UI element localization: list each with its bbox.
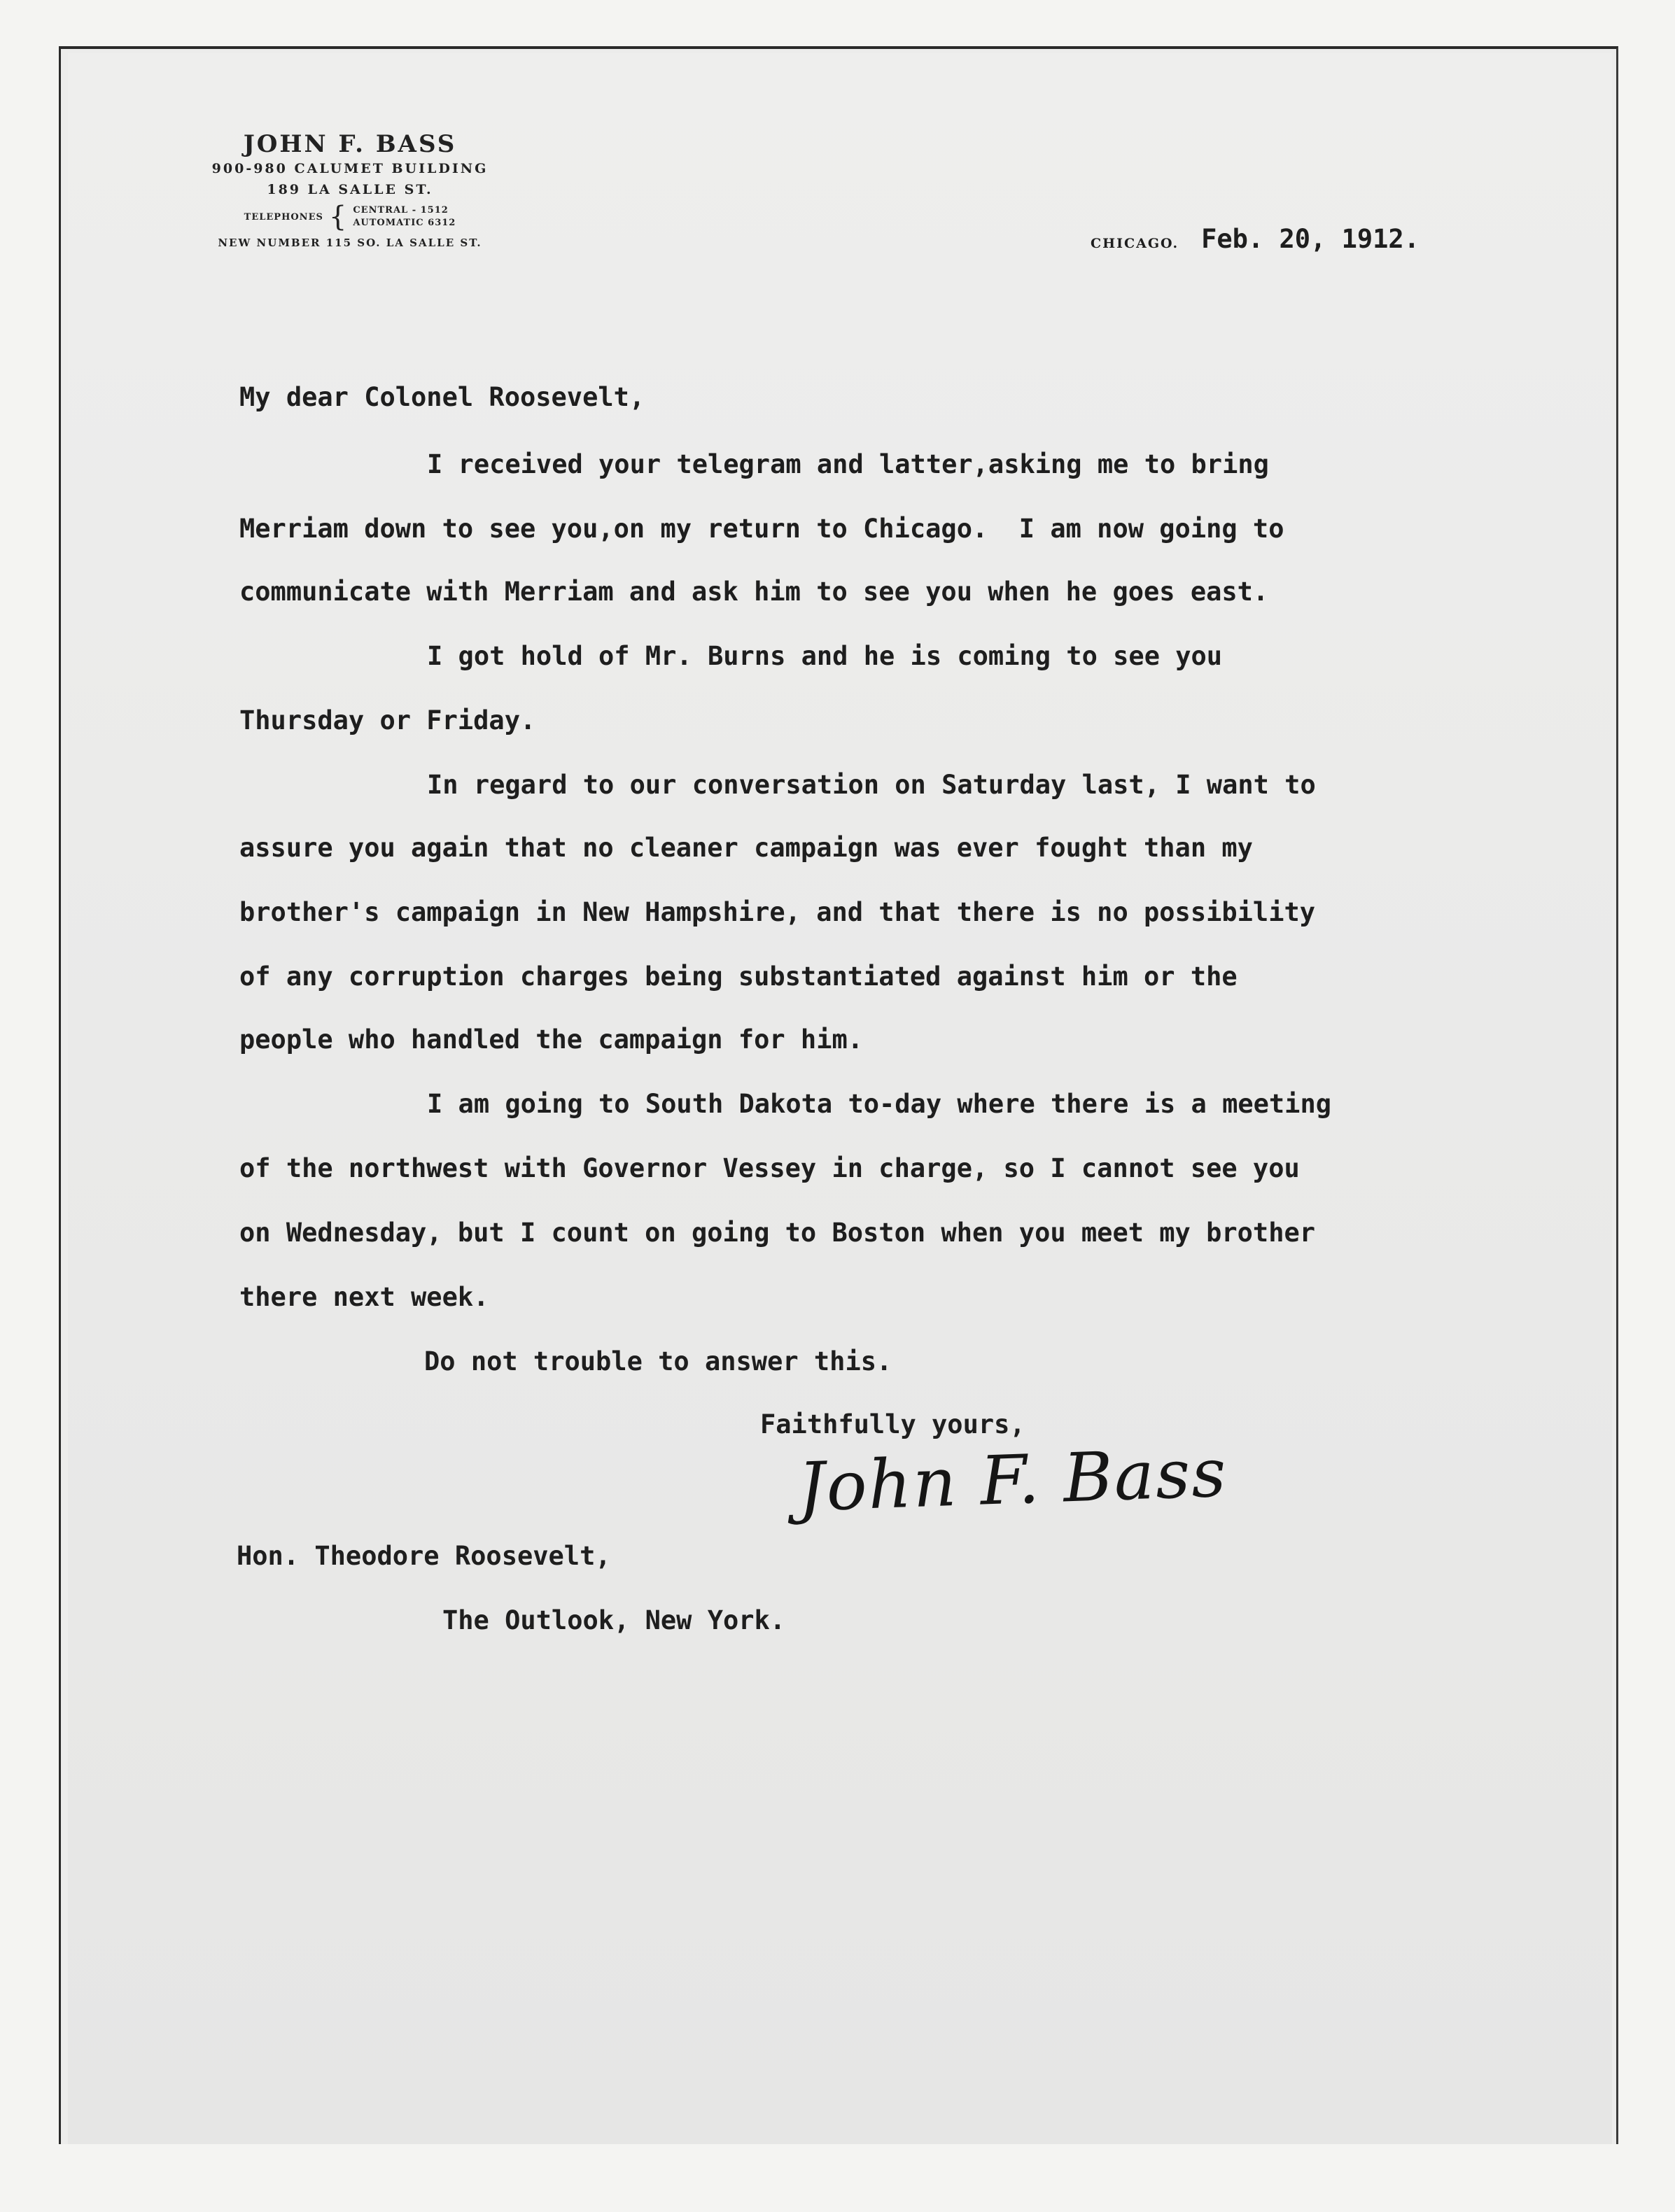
- handwritten-signature: John F. Bass: [797, 1433, 1229, 1527]
- body-line: I am going to South Dakota to-day where there is a meeting: [427, 1089, 1332, 1119]
- letterhead: [147, 130, 553, 249]
- body-line: people who handled the campaign for him.: [239, 1024, 864, 1055]
- brace-icon: {: [328, 201, 348, 233]
- salutation: My dear Colonel Roosevelt,: [239, 382, 645, 412]
- telephone-numbers: [353, 204, 456, 230]
- body-line: I received your telegram and latter,asking me to bring: [427, 449, 1269, 479]
- letterhead-telephones: [147, 203, 553, 231]
- body-line: Do not trouble to answer this.: [424, 1346, 892, 1376]
- dateline-date: Feb. 20, 1912.: [1201, 224, 1420, 254]
- letterhead-name: JOHN F. BASS: [243, 130, 457, 158]
- recipient-name: Hon. Theodore Roosevelt,: [237, 1541, 611, 1571]
- body-line: I got hold of Mr. Burns and he is coming to see you: [427, 641, 1223, 671]
- body-line: In regard to our conversation on Saturday last, I want to: [427, 770, 1316, 800]
- letterhead-address-building: 900-980 CALUMET BUILDING: [211, 161, 489, 176]
- body-line: there next week.: [239, 1282, 489, 1312]
- body-line: brother's campaign in New Hampshire, and that there is no possibility: [239, 897, 1316, 927]
- body-line: Thursday or Friday.: [239, 705, 536, 735]
- letterhead-new-number: NEW NUMBER 115 SO. LA SALLE ST.: [218, 237, 482, 249]
- body-line: communicate with Merriam and ask him to see you when he goes east.: [239, 577, 1269, 607]
- closing: Faithfully yours,: [760, 1409, 1025, 1439]
- body-line: on Wednesday, but I count on going to Boston when you meet my brother: [239, 1218, 1316, 1248]
- dateline: [1091, 224, 1420, 254]
- dateline-city: CHICAGO.: [1091, 236, 1179, 251]
- telephones-label: TELEPHONES: [244, 211, 323, 223]
- phone-central: CENTRAL - 1512: [353, 205, 449, 216]
- letterhead-address-street: 189 LA SALLE ST.: [267, 182, 433, 197]
- body-line: of the northwest with Governor Vessey in charge, so I cannot see you: [239, 1153, 1300, 1183]
- body-line: of any corruption charges being substantiated against him or the: [239, 961, 1238, 992]
- recipient-address: The Outlook, New York.: [442, 1605, 786, 1635]
- body-line: Merriam down to see you,on my return to Chicago. I am now going to: [239, 514, 1284, 544]
- body-line: assure you again that no cleaner campaign was ever fought than my: [239, 833, 1253, 863]
- phone-automatic: AUTOMATIC 6312: [353, 218, 456, 228]
